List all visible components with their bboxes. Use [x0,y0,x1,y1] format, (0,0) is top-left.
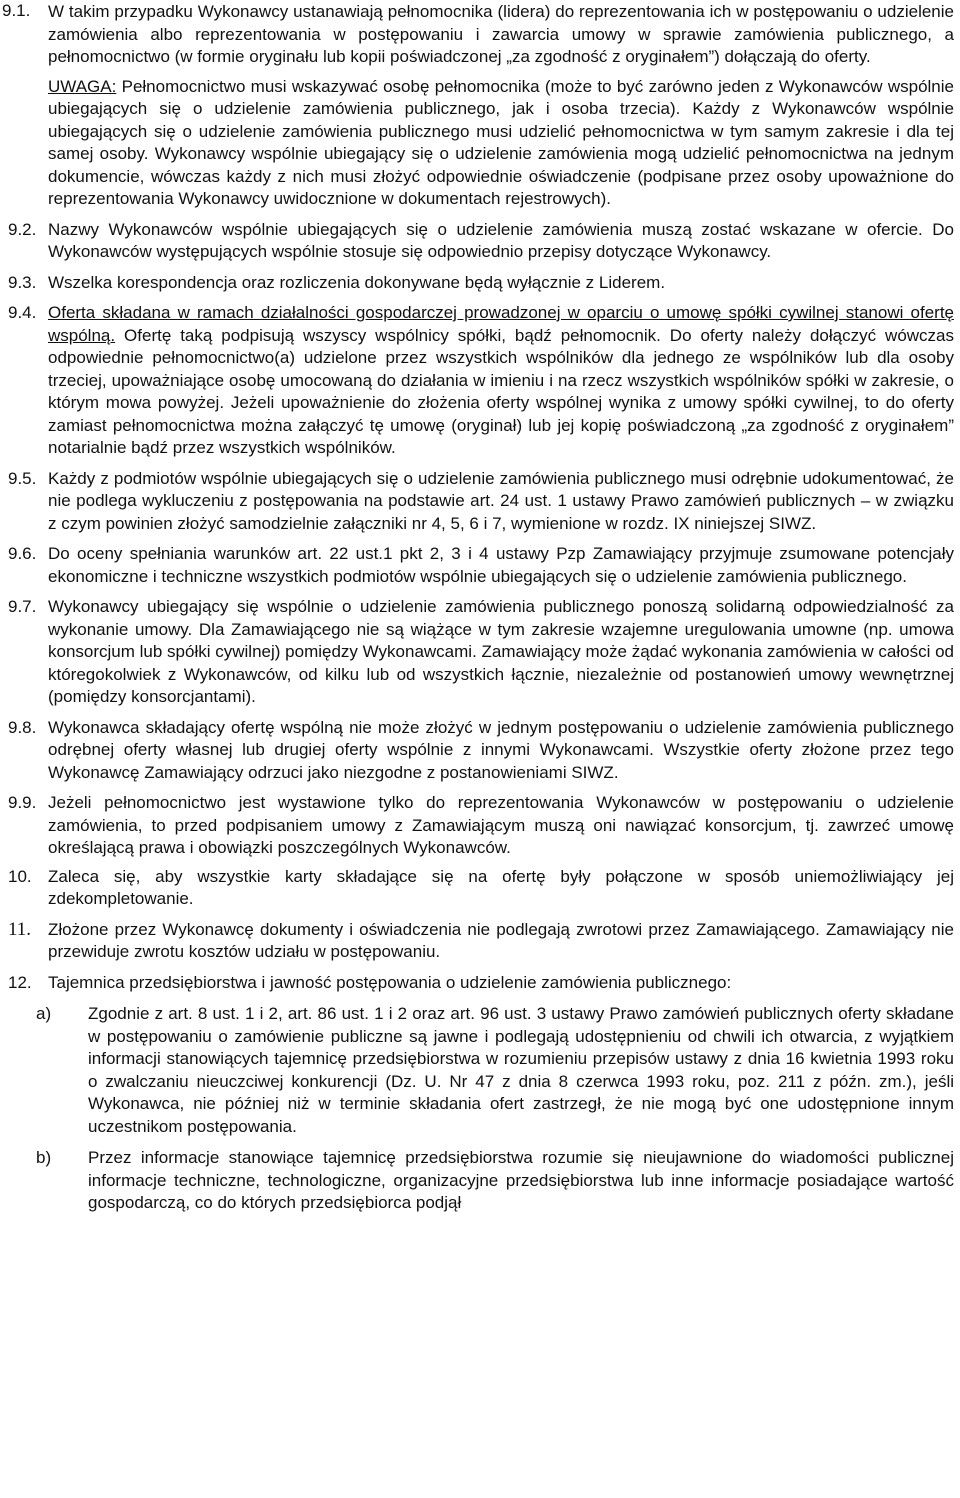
list-text: Przez informacje stanowiące tajemnicę przedsiębiorstwa rozumie się nieujawnione do wiadomości publicznej informacje techniczne, technologiczne, organizacyjne przedsiębiorstwa lub inne informacje posiadające wartość gospodarczą, co do których przedsiębiorca podjął [88,1148,954,1212]
section-text: Każdy z podmiotów wspólnie ubiegających się o udzielenie zamówienia publicznego musi odrębnie udokumentować, że nie podlega wykluczeniu z postępowania na podstawie art. 24 ust. 1 ustawy Prawo zamówień publicznych – w związku z czym powinien złożyć samodzielnie załączniki nr 4, 5, 6 i 7, wymienione w rozdz. IX niniejszej SIWZ. [48,468,954,533]
section-12 [8,972,954,995]
section-text: Wykonawcy ubiegający się wspólnie o udzielenie zamówienia publicznego ponoszą solidarną odpowiedzialność za wykonanie umowy. Dla Zamawiającego nie są wiążące w tym zakresie wzajemne uregulowania umowne (np. umowa konsorcjum lub spółki cywilnej) pomiędzy Wykonawcami. Zamawiający może żądać wykonania zamówienia w całości od któregokolwiek z Wykonawców, od kilku lub od wszystkich łącznie, niezależnie od postanowień umowy wewnętrznej (pomiędzy konsorcjantami). [48,597,954,706]
uwaga-note [8,76,954,211]
section-number: 9.4. [8,303,37,322]
section-9-5 [8,468,954,536]
section-number: 11. [8,918,32,940]
section-9-2 [8,219,954,264]
section-9-6 [8,543,954,588]
list-text: Zgodnie z art. 8 ust. 1 i 2, art. 86 ust. 1 i 2 oraz art. 96 ust. 3 ustawy Prawo zamówień publicznych oferty składane w postępowaniu o zamówienie publiczne są jawne i podlegają udostępnieniu od chwili ich otwarcia, z wyjątkiem informacji stanowiących tajemnicę przedsiębiorstwa w rozumieniu przepisów ustawy z dnia 16 kwietnia 1993 roku o zwalczaniu nieuczciwej konkurencji (Dz. U. Nr 47 z dnia 8 czerwca 1993 roku, poz. 211 z późn. zm.), jeśli Wykonawca, nie później niż w terminie składania ofert zastrzegł, że nie mogą być one udostępnione innym uczestnikom postępowania. [88,1004,954,1136]
section-text: W takim przypadku Wykonawcy ustanawiają pełnomocnika (lidera) do reprezentowania ich w postępowaniu o udzielenie zamówienia albo reprezentowania w postępowaniu i zawarcia umowy w sprawie zamówienia publicznego, a pełnomocnictwo (w formie oryginału lub kopii poświadczonej „za zgodność z oryginałem”) dołączają do oferty. [48,2,954,66]
underlined-text: Oferta składana w ramach działalności gospodarczej prowadzonej w oparciu o umowę spółki cywilnej stanowi ofertę wspólną. [48,303,954,345]
section-text: Ofertę taką podpisują wszyscy wspólnicy spółki, bądź pełnomocnik. Do oferty należy dołączyć wówczas odpowiednie pełnomocnictwo(a) udzielone przez wszystkich wspólników dla jednego ze wspólników lub dla osoby trzeciej, upoważniające osobę umocowaną do działania w imieniu i na rzecz wszystkich wspólników spółki w zakresie, o którym mowa powyżej. Jeżeli upoważnienie do złożenia oferty wspólnej wynika z umowy spółki cywilnej, to do oferty zamiast pełnomocnictwa można załączyć tę umowę (oryginał) lub jej kopię poświadczoną „za zgodność z oryginałem” notarialnie bądź przez wszystkich wspólników. [48,325,954,457]
uwaga-text: Pełnomocnictwo musi wskazywać osobę pełnomocnika (może to być zarówno jeden z Wykonawców wspólnie ubiegających się o udzielenie zamówienia publicznego, jak i osoba trzecia). Każdy z Wykonawców wspólnie ubiegających się o udzielenie zamówienia publicznego musi udzielić pełnomocnictwa w tym samym zakresie i dla tej samej osoby. Wykonawcy wspólnie ubiegający się o udzielenie zamówienia mogą udzielić pełnomocnictwa na jednym dokumencie, wówczas każdy z nich musi złożyć odpowiednie oświadczenie (podpisane przez osoby upoważnione do reprezentowania Wykonawcy uwidocznione w dokumentach rejestrowych). [48,76,954,208]
section-9-4 [8,302,954,460]
section-number: 12. [8,972,32,992]
uwaga-label: UWAGA: [48,76,117,96]
section-number: 9.2. [8,219,37,239]
section-9-1 [2,0,954,69]
section-number: 10. [8,866,32,886]
section-9-8 [8,717,954,785]
section-text: Jeżeli pełnomocnictwo jest wystawione tylko do reprezentowania Wykonawców w postępowaniu o udzielenie zamówienia, to przed podpisaniem umowy z Zamawiającym muszą oni nawiązać konsorcjum, tj. zawrzeć umowę określającą prawa i obowiązki poszczególnych Wykonawców. [48,793,954,857]
section-text: Wszelka korespondencja oraz rozliczenia dokonywane będą wyłącznie z Liderem. [48,272,666,292]
section-9-9 [8,792,954,860]
section-text: Zaleca się, aby wszystkie karty składające się na ofertę były połączone w sposób uniemożliwiający jej zdekompletowanie. [48,866,954,908]
section-12-a [8,1003,954,1138]
section-text: Tajemnica przedsiębiorstwa i jawność postępowania o udzielenie zamówienia publicznego: [48,972,732,992]
section-9-3 [8,272,954,295]
section-text: Wykonawca składający ofertę wspólną nie może złożyć w jednym postępowaniu o udzielenie zamówienia publicznego odrębnej oferty własnej lub drugiej oferty wspólnie z innymi Wykonawcami. Wszystkie oferty złożone przez tego Wykonawcę Zamawiający odrzuci jako niezgodne z postanowieniami SIWZ. [48,717,954,782]
section-number: 9.1. [2,1,31,20]
section-number: 9.6. [8,544,37,563]
section-10 [8,866,954,911]
section-12-b [8,1147,954,1215]
list-label: a) [36,1004,52,1023]
section-9-7 [8,596,954,709]
list-label: b) [36,1148,52,1167]
section-number: 9.8. [8,717,37,737]
section-11 [8,919,954,964]
section-number: 9.7. [8,597,37,616]
section-number: 9.9. [8,793,37,812]
section-text: Złożone przez Wykonawcę dokumenty i oświadczenia nie podlegają zwrotowi przez Zamawiającego. Zamawiający nie przewiduje zwrotu kosztów udziału w postępowaniu. [48,919,954,961]
section-text: Do oceny spełniania warunków art. 22 ust.1 pkt 2, 3 i 4 ustawy Pzp Zamawiający przyjmuje zsumowane potencjały ekonomiczne i techniczne wszystkich podmiotów wspólnie ubiegających się o udzielenie zamówienia publicznego. [48,544,954,586]
section-number: 9.5. [8,468,37,488]
section-text: Nazwy Wykonawców wspólnie ubiegających się o udzielenie zamówienia muszą zostać wskazane w ofercie. Do Wykonawców występujących wspólnie stosuje się odpowiednio przepisy dotyczące Wykonawcy. [48,219,954,261]
section-number: 9.3. [8,272,37,292]
